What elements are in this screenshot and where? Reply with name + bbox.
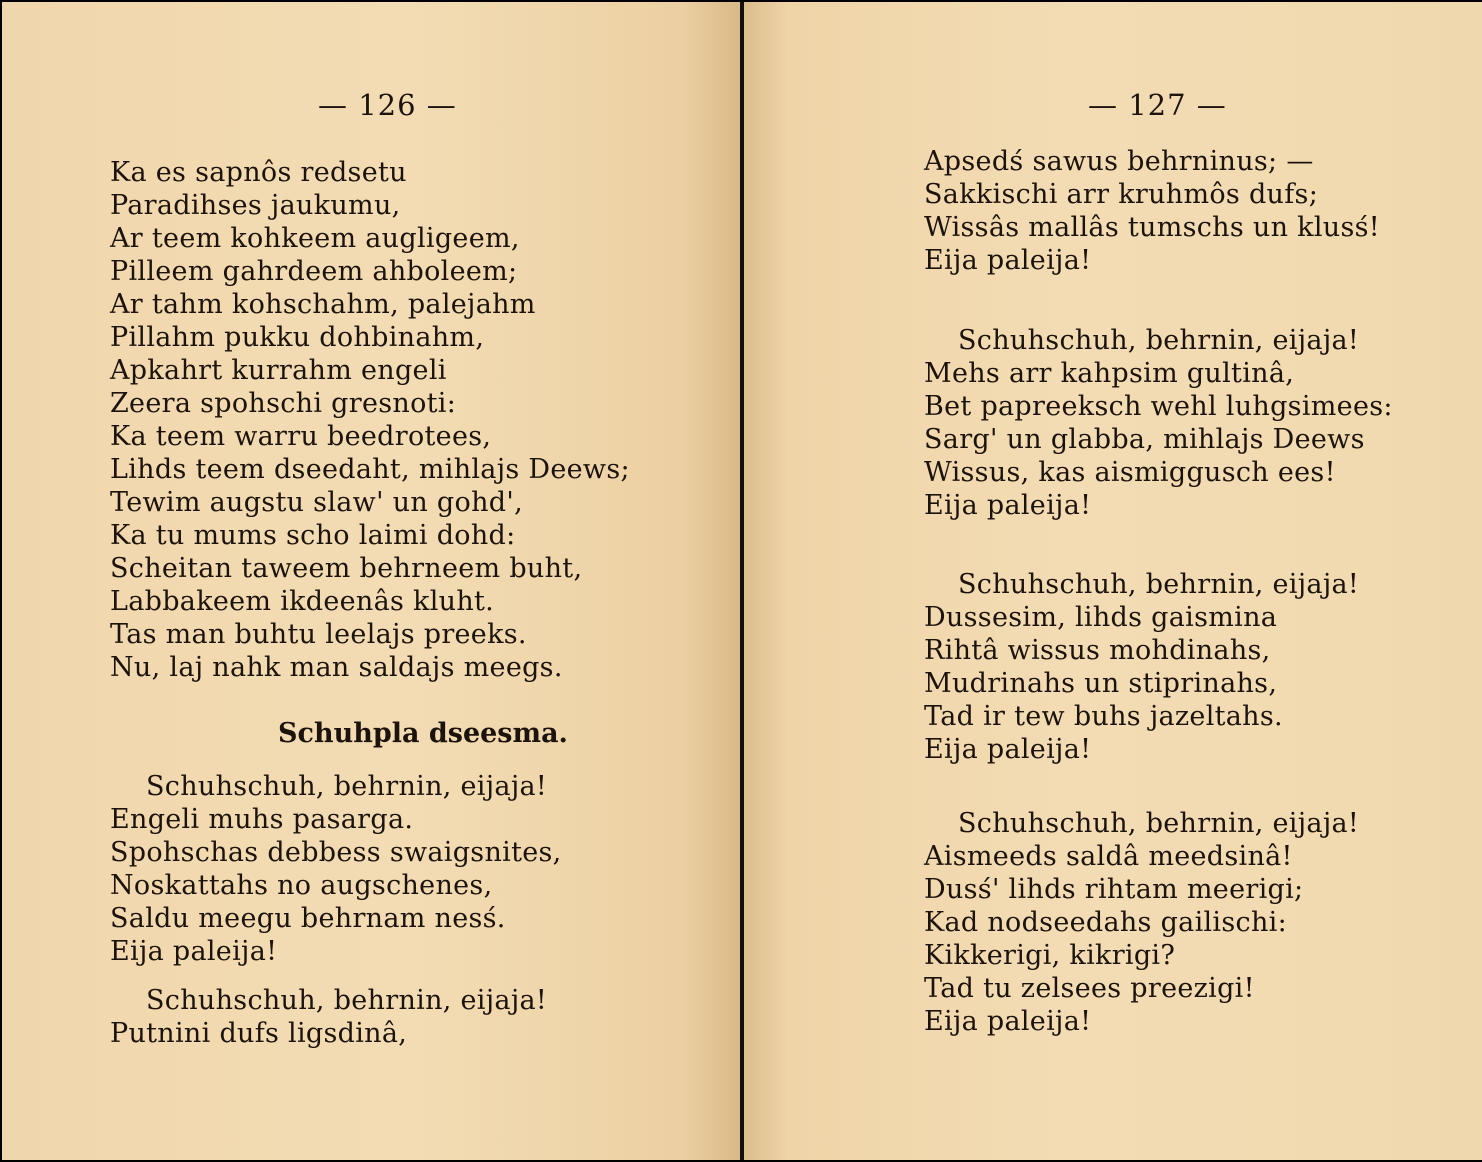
verse-line: Schuhschuh, behrnin, eijaja!	[958, 569, 1360, 600]
verse-line: Engeli muhs pasarga.	[110, 804, 414, 835]
verse-line: Ka es sapnôs redsetu	[110, 157, 407, 188]
verse-line: Nu, laj nahk man saldajs meegs.	[110, 652, 563, 683]
verse-line: Eija paleija!	[924, 490, 1092, 521]
verse-line: Schuhschuh, behrnin, eijaja!	[146, 771, 548, 802]
verse-line: Tewim augstu slaw' un gohd',	[110, 487, 523, 518]
verse-line: Pilleem gahrdeem ahboleem;	[110, 256, 518, 287]
verse-line: Ka teem warru beedrotees,	[110, 421, 492, 452]
verse-line: Lihds teem dseedaht, mihlajs Deews;	[110, 454, 630, 485]
section-title: Schuhpla dseesma.	[278, 718, 568, 749]
verse-line: Noskattahs no augschenes,	[110, 870, 493, 901]
verse-line: Sakkischi arr kruhmôs dufs;	[924, 179, 1319, 210]
verse-line: Ar teem kohkeem augligeem,	[110, 223, 520, 254]
verse-line: Sarg' un glabba, mihlajs Deews	[924, 424, 1365, 455]
verse-line: Tad ir tew buhs jazeltahs.	[924, 701, 1283, 732]
verse-line: Ka tu mums scho laimi dohd:	[110, 520, 516, 551]
verse-line: Eija paleija!	[110, 936, 278, 967]
verse-line: Wissâs mallâs tumschs un klusś!	[924, 212, 1380, 243]
right-page	[744, 2, 1482, 1160]
verse-line: Eija paleija!	[924, 245, 1092, 276]
verse-line: Tas man buhtu leelajs preeks.	[110, 619, 527, 650]
page-number: — 126 —	[318, 88, 457, 122]
verse-line: Putnini dufs ligsdinâ,	[110, 1018, 408, 1049]
verse-line: Mehs arr kahpsim gultinâ,	[924, 358, 1295, 389]
left-page	[2, 2, 740, 1160]
page-number: — 127 —	[1088, 88, 1227, 122]
verse-line: Schuhschuh, behrnin, eijaja!	[958, 325, 1360, 356]
verse-line: Bet papreeksch wehl luhgsimees:	[924, 391, 1393, 422]
verse-line: Rihtâ wissus mohdinahs,	[924, 635, 1271, 666]
verse-line: Ar tahm kohschahm, palejahm	[110, 289, 536, 320]
verse-line: Mudrinahs un stiprinahs,	[924, 668, 1278, 699]
verse-line: Saldu meegu behrnam nesś.	[110, 903, 506, 934]
verse-line: Apkahrt kurrahm engeli	[110, 355, 447, 386]
verse-line: Scheitan taweem behrneem buht,	[110, 553, 583, 584]
verse-line: Eija paleija!	[924, 734, 1092, 765]
verse-line: Schuhschuh, behrnin, eijaja!	[958, 808, 1360, 839]
verse-line: Dussesim, lihds gaismina	[924, 602, 1278, 633]
verse-line: Paradihses jaukumu,	[110, 190, 401, 221]
verse-line: Wissus, kas aismiggusch ees!	[924, 457, 1336, 488]
verse-line: Apsedś sawus behrninus; —	[924, 146, 1314, 177]
verse-line: Eija paleija!	[924, 1006, 1092, 1037]
verse-line: Kad nodseedahs gailischi:	[924, 907, 1287, 938]
verse-line: Schuhschuh, behrnin, eijaja!	[146, 985, 548, 1016]
verse-line: Zeera spohschi gresnoti:	[110, 388, 457, 419]
verse-line: Aismeeds saldâ meedsinâ!	[924, 841, 1293, 872]
verse-line: Kikkerigi, kikrigi?	[924, 940, 1176, 971]
verse-line: Tad tu zelsees preezigi!	[924, 973, 1255, 1004]
verse-line: Spohschas debbess swaigsnites,	[110, 837, 562, 868]
verse-line: Pillahm pukku dohbinahm,	[110, 322, 485, 353]
verse-line: Dusś' lihds rihtam meerigi;	[924, 874, 1304, 905]
verse-line: Labbakeem ikdeenâs kluht.	[110, 586, 495, 617]
